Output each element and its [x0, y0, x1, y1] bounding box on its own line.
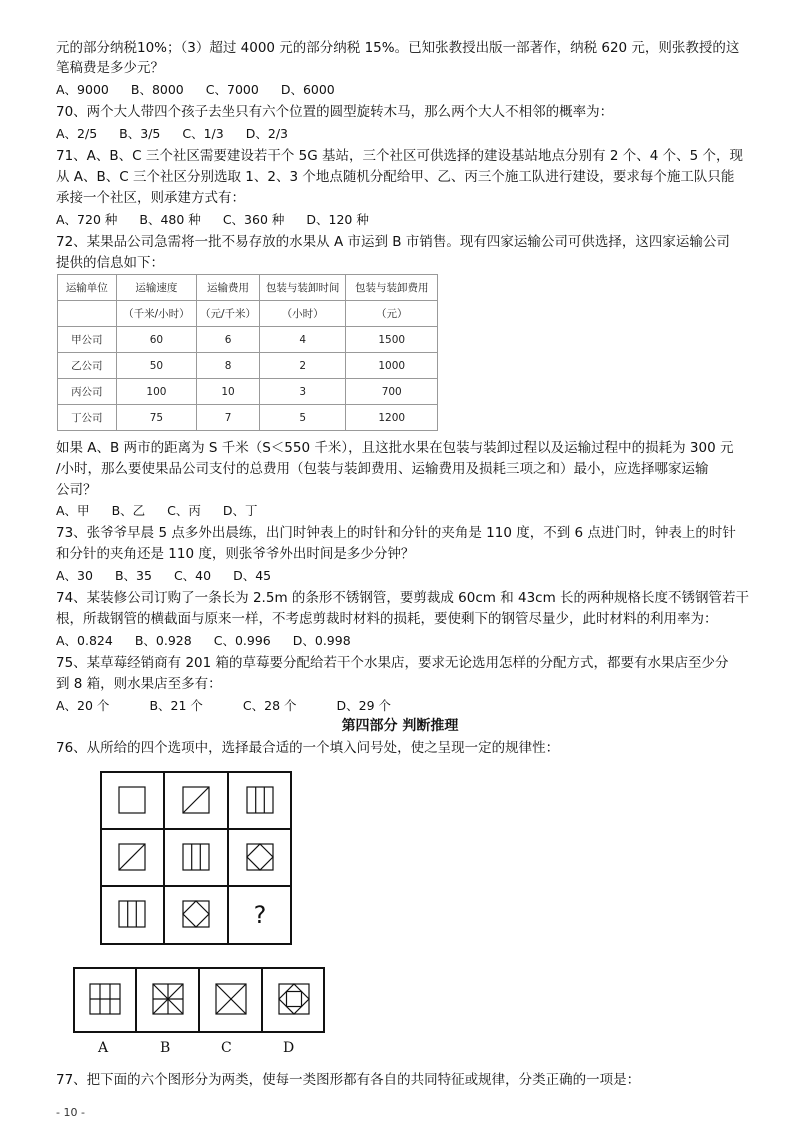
option: A、2/5 [56, 126, 98, 141]
table-header-cell: 运输费用 [197, 275, 260, 301]
option: A、30 [56, 568, 93, 583]
option: B、480 种 [139, 212, 201, 227]
text-line: 从 A、B、C 三个社区分别选取 1、2、3 个地点随机分配给甲、乙、丙三个施工队进行建设，要求每个施工队只能 [56, 169, 735, 185]
options-q74 [56, 631, 373, 651]
table-cell: 5 [259, 405, 346, 431]
question-74: 74、某装修公司订购了一条长为 2.5m 的条形不锈钢管，要剪裁成 60cm 和 43cm 长的两种规格长度不锈钢管若干 [56, 590, 750, 606]
page-number: - 10 - [56, 1106, 85, 1119]
option: D、0.998 [292, 633, 351, 648]
puzzle-grid [100, 771, 292, 945]
table-cell: 1000 [346, 353, 438, 379]
table-cell: 8 [197, 353, 260, 379]
text-line: 元的部分纳税10%；（3）超过 4000 元的部分纳税 15%。已知张教授出版一部著作，纳税 620 元，则张教授的这 [56, 40, 740, 56]
transport-info-table [57, 274, 438, 431]
table-cell: 10 [197, 379, 260, 405]
table-row [58, 405, 438, 431]
option: D、丁 [222, 503, 258, 518]
question-77: 77、把下面的六个图形分为两类，使每一类图形都有各自的共同特征或规律，分类正确的一项是： [56, 1072, 641, 1088]
option: B、3/5 [119, 126, 161, 141]
table-cell: 4 [259, 327, 346, 353]
text-line: 公司？ [56, 482, 97, 498]
option: A、0.824 [56, 633, 113, 648]
table-row [58, 353, 438, 379]
option-label-a: A [98, 1040, 109, 1056]
option-label-d: D [283, 1040, 295, 1056]
table-cell: 700 [346, 379, 438, 405]
table-header-cell: （元/千米） [197, 301, 260, 327]
table-cell: 50 [116, 353, 197, 379]
question-71: 71、A、B、C 三个社区需要建设若干个 5G 基站，三个社区可供选择的建设基站地点分别有 2 个、4 个、5 个，现 [56, 148, 743, 164]
options-q72 [56, 501, 280, 521]
text-line: 如果 A、B 两市的距离为 S 千米（S＜550 千米），且这批水果在包装与装卸过程以及运输过程中的损耗为 300 元 [56, 440, 734, 456]
table-header-row [58, 301, 438, 327]
option: C、28 个 [242, 698, 297, 713]
table-header-cell: （小时） [259, 301, 346, 327]
text-line: 根，所裁钢管的横截面与原来一样，不考虑剪裁时材料的损耗，要使剩下的钢管尽量少，此时材料的利用率为： [56, 611, 718, 627]
option: B、35 [114, 568, 152, 583]
text-line: /小时，那么要使果品公司支付的总费用（包装与装卸费用、运输费用及损耗三项之和）最小，应选择哪家运输 [56, 461, 709, 477]
question-mark: ? [253, 901, 267, 929]
options-q75 [56, 696, 413, 716]
options-q70 [56, 124, 310, 144]
table-cell: 7 [197, 405, 260, 431]
question-76: 76、从所给的四个选项中，选择最合适的一个填入问号处，使之呈现一定的规律性： [56, 740, 560, 756]
option: A、20 个 [56, 698, 110, 713]
option: D、6000 [280, 82, 335, 97]
cell-square-inscribed-diamond-icon [183, 901, 209, 927]
table-cell: 甲公司 [58, 327, 117, 353]
option: B、0.928 [134, 633, 192, 648]
option: C、7000 [205, 82, 259, 97]
text-line: 到 8 箱，则水果店至多有： [56, 676, 222, 692]
option: C、丙 [167, 503, 201, 518]
table-row [58, 379, 438, 405]
table-header-cell: 运输速度 [116, 275, 197, 301]
text-line: 承接一个社区，则承建方式有： [56, 190, 245, 206]
table-cell: 100 [116, 379, 197, 405]
option: D、29 个 [336, 698, 392, 713]
option: D、45 [233, 568, 272, 583]
option: C、1/3 [182, 126, 224, 141]
cell-square-diagonal-icon [183, 787, 209, 813]
option: C、0.996 [213, 633, 271, 648]
options-q73 [56, 566, 293, 586]
table-cell: 3 [259, 379, 346, 405]
cell-square-three-bars-icon [247, 787, 273, 813]
cell-square-three-bars-icon [119, 901, 145, 927]
table-cell: 1200 [346, 405, 438, 431]
option: D、2/3 [245, 126, 288, 141]
question-70: 70、两个大人带四个孩子去坐只有六个位置的圆型旋转木马，那么两个大人不相邻的概率为： [56, 104, 614, 120]
table-header-cell: 包装与装卸费用 [346, 275, 438, 301]
cell-square-diagonal-icon [119, 844, 145, 870]
option-b-asterisk-icon [153, 984, 183, 1014]
option: B、8000 [130, 82, 184, 97]
table-header-row [58, 275, 438, 301]
option: C、360 种 [222, 212, 285, 227]
option: C、40 [173, 568, 212, 583]
table-cell: 丁公司 [58, 405, 117, 431]
option-c-cross-icon [216, 984, 246, 1014]
table-header-cell: （元） [346, 301, 438, 327]
table-cell: 2 [259, 353, 346, 379]
table-header-cell: 包装与装卸时间 [259, 275, 346, 301]
table-row [58, 327, 438, 353]
cell-square-three-bars-icon [183, 844, 209, 870]
option-label-b: B [160, 1040, 171, 1056]
table-cell: 丙公司 [58, 379, 117, 405]
section-title: 第四部分 判断推理 [341, 718, 459, 734]
table-header-cell [58, 301, 117, 327]
text-line: 和分针的夹角还是 110 度，则张爷爷外出时间是多少分钟？ [56, 546, 415, 562]
option: A、720 种 [56, 212, 118, 227]
option: B、乙 [111, 503, 146, 518]
option: A、甲 [56, 503, 90, 518]
table-cell: 75 [116, 405, 197, 431]
cell-square-icon [119, 787, 145, 813]
option-label-c: C [221, 1040, 232, 1056]
table-cell: 1500 [346, 327, 438, 353]
option-d-nested-diamond-icon [279, 984, 309, 1014]
table-header-cell: 运输单位 [58, 275, 117, 301]
option: D、120 种 [306, 212, 369, 227]
options-q71 [56, 210, 391, 230]
question-73: 73、张爷爷早晨 5 点多外出晨练，出门时钟表上的时针和分针的夹角是 110 度，不到 6 点进门时，钟表上的时针 [56, 525, 736, 541]
text-line: 提供的信息如下： [56, 255, 164, 271]
question-72: 72、某果品公司急需将一批不易存放的水果从 A 市运到 B 市销售。现有四家运输公司可供选择，这四家运输公司 [56, 234, 730, 250]
table-cell: 乙公司 [58, 353, 117, 379]
cell-square-inscribed-diamond-icon [247, 844, 273, 870]
option: A、9000 [56, 82, 109, 97]
option: B、21 个 [149, 698, 203, 713]
question-75: 75、某草莓经销商有 201 箱的草莓要分配给若干个水果店，要求无论选用怎样的分配方式，都要有水果店至少分 [56, 655, 729, 671]
answer-options-row [73, 967, 325, 1033]
table-cell: 60 [116, 327, 197, 353]
table-cell: 6 [197, 327, 260, 353]
option-a-grid-icon [90, 984, 120, 1014]
text-line: 笔稿费是多少元？ [56, 60, 164, 76]
table-header-cell: （千米/小时） [116, 301, 197, 327]
options-q69 [56, 80, 357, 100]
